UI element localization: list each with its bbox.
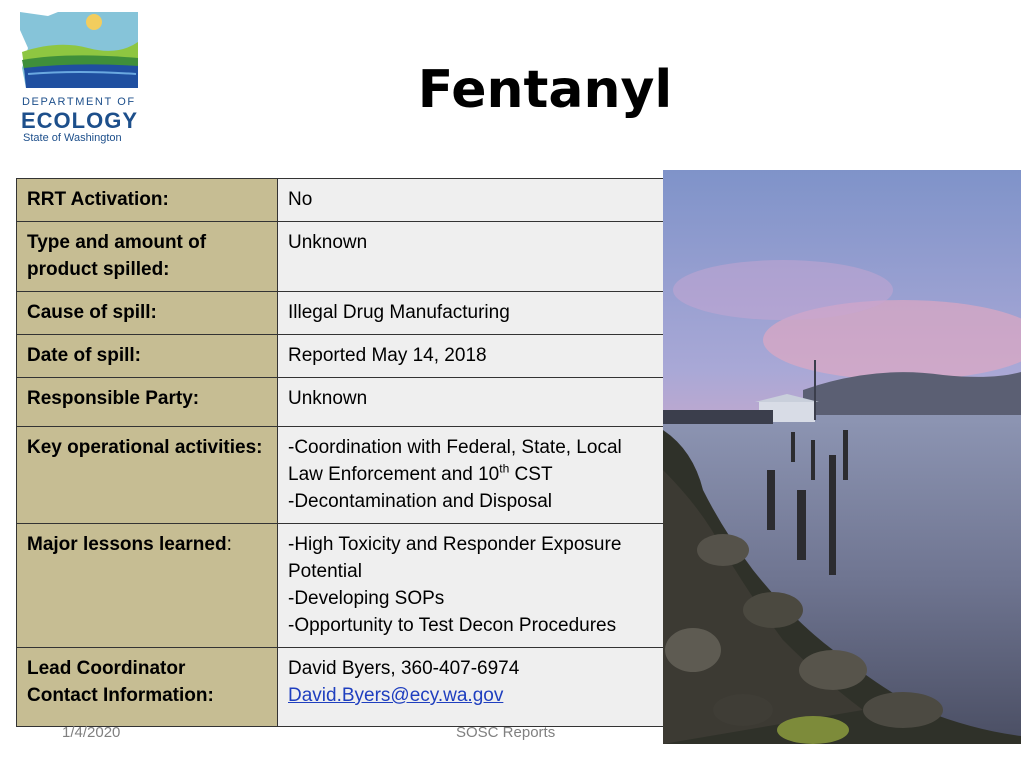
row-label — [17, 648, 278, 727]
row-label: RRT Activation: — [17, 179, 278, 222]
spill-info-table — [16, 178, 664, 727]
ordinal-suffix: th — [499, 461, 510, 476]
activity-line: -Coordination with Federal, State, Local — [288, 437, 622, 458]
washington-state-icon — [18, 8, 143, 90]
row-value: Reported May 14, 2018 — [278, 335, 664, 378]
row-label: Date of spill: — [17, 335, 278, 378]
table-row — [17, 179, 664, 222]
row-label: Responsible Party: — [17, 378, 278, 427]
lesson-line: -Developing SOPs — [288, 588, 445, 609]
page-title: Fentanyl — [417, 60, 673, 120]
table-row — [17, 222, 664, 292]
label-line: Contact Information: — [27, 685, 214, 706]
footer-date: 1/4/2020 — [62, 724, 121, 741]
row-value: No — [278, 179, 664, 222]
activity-line — [288, 461, 653, 488]
lesson-line: Potential — [288, 561, 362, 582]
table-row — [17, 335, 664, 378]
row-value — [278, 648, 664, 727]
table-row — [17, 378, 664, 427]
contact-text: David Byers, 360-407-6974 — [288, 658, 520, 679]
table-row — [17, 427, 664, 524]
ecology-logo — [18, 8, 148, 148]
activity-text: CST — [509, 464, 553, 485]
table-row — [17, 524, 664, 648]
table-row — [17, 648, 664, 727]
row-value: Unknown — [278, 222, 664, 292]
label-suffix: : — [226, 534, 232, 555]
row-value — [278, 427, 664, 524]
row-value — [278, 524, 664, 648]
logo-line-state: State of Washington — [23, 132, 122, 144]
lesson-line: -Opportunity to Test Decon Procedures — [288, 615, 617, 636]
row-label: Cause of spill: — [17, 292, 278, 335]
harbor-photo — [663, 170, 1021, 744]
table-row — [17, 292, 664, 335]
row-value: Unknown — [278, 378, 664, 427]
activity-line: -Decontamination and Disposal — [288, 491, 553, 512]
label-text: Major lessons learned — [27, 534, 227, 555]
activity-text: Law Enforcement and 10 — [288, 464, 500, 485]
row-label: Type and amount of product spilled: — [17, 222, 278, 292]
logo-line-department: DEPARTMENT OF — [22, 96, 136, 108]
logo-line-ecology: ECOLOGY — [21, 108, 139, 133]
lesson-line: -High Toxicity and Responder Exposure — [288, 534, 622, 555]
label-line: Lead Coordinator — [27, 658, 186, 679]
footer-title: SOSC Reports — [456, 724, 556, 741]
row-value: Illegal Drug Manufacturing — [278, 292, 664, 335]
row-label: Key operational activities: — [17, 427, 278, 524]
row-label — [17, 524, 278, 648]
harbor-photo-image — [663, 170, 1021, 744]
email-link[interactable]: David.Byers@ecy.wa.gov — [288, 685, 504, 706]
